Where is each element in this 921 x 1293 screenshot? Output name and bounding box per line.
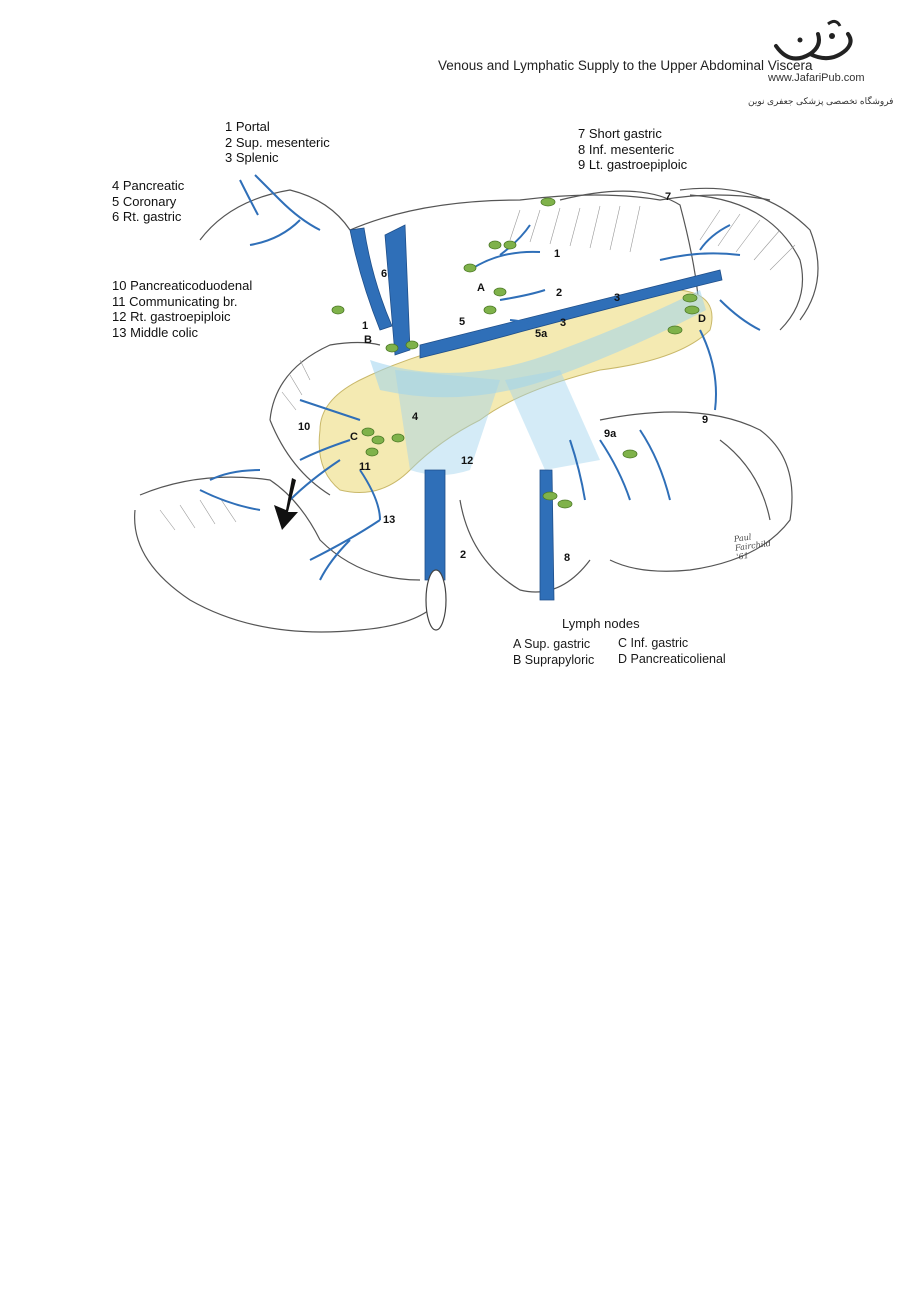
label-12: 12 bbox=[461, 455, 474, 467]
legend-pancreaticoduodenal: 10 Pancreaticoduodenal bbox=[112, 278, 253, 293]
label-2-bottom: 2 bbox=[460, 549, 467, 561]
label-B: B bbox=[364, 334, 372, 346]
artist-signature: Paul Fairchild '61 bbox=[733, 532, 772, 562]
lymph-key-col-1 bbox=[513, 636, 594, 668]
label-4: 4 bbox=[412, 411, 419, 423]
label-3-right: 3 bbox=[614, 292, 621, 304]
figure-title: Venous and Lymphatic Supply to the Upper Abdominal Viscera bbox=[438, 58, 813, 73]
label-11: 11 bbox=[359, 461, 371, 473]
lymph-nodes-title: Lymph nodes bbox=[562, 616, 640, 631]
legend-splenic: 3 Splenic bbox=[225, 150, 279, 165]
label-5: 5 bbox=[459, 316, 466, 328]
legend-middle-colic: 13 Middle colic bbox=[112, 324, 198, 340]
publisher-website: www.JafariPub.com bbox=[768, 72, 865, 84]
label-7: 7 bbox=[665, 191, 672, 203]
legend-pancreatic: 4 Pancreatic bbox=[112, 178, 185, 193]
label-9a: 9a bbox=[604, 428, 617, 440]
lymph-key-col-2 bbox=[618, 635, 726, 667]
label-9: 9 bbox=[702, 414, 709, 426]
lymph-key-A: A Sup. gastric bbox=[513, 637, 591, 651]
publisher-name: فروشگاه تخصصی پزشکی جعفری نوین bbox=[748, 96, 894, 106]
label-10: 10 bbox=[298, 421, 311, 433]
lymph-key-D: D Pancreaticolienal bbox=[618, 652, 726, 666]
label-1-bottom: 1 bbox=[362, 320, 369, 332]
label-5a: 5a bbox=[535, 328, 548, 340]
legend-coronary: 5 Coronary bbox=[112, 193, 177, 209]
lymph-key-B: B Suprapyloric bbox=[513, 653, 595, 667]
legend-rt-gastroepiploic: 12 Rt. gastroepiploic bbox=[112, 309, 231, 324]
legend-lt-gastroepiploic: 9 Lt. gastroepiploic bbox=[578, 157, 688, 172]
label-2-top: 2 bbox=[556, 287, 563, 299]
legend-inf-mesenteric: 8 Inf. mesenteric bbox=[578, 141, 675, 157]
legend-portal: 1 Portal bbox=[225, 119, 270, 134]
label-6: 6 bbox=[381, 268, 388, 280]
legend-communicating-br: 11 Communicating br. bbox=[112, 293, 238, 309]
label-A: A bbox=[477, 282, 485, 294]
legend-sup-mesenteric: 2 Sup. mesenteric bbox=[225, 134, 330, 150]
label-3-left: 3 bbox=[560, 317, 567, 329]
lymph-key-C: C Inf. gastric bbox=[618, 636, 689, 650]
legend-rt-gastric: 6 Rt. gastric bbox=[112, 209, 182, 224]
legend-short-gastric: 7 Short gastric bbox=[578, 126, 662, 141]
label-C: C bbox=[350, 431, 358, 443]
label-D: D bbox=[698, 313, 706, 325]
label-13: 13 bbox=[383, 514, 396, 526]
label-8: 8 bbox=[564, 552, 571, 564]
label-1-portal-top: 1 bbox=[554, 248, 561, 260]
